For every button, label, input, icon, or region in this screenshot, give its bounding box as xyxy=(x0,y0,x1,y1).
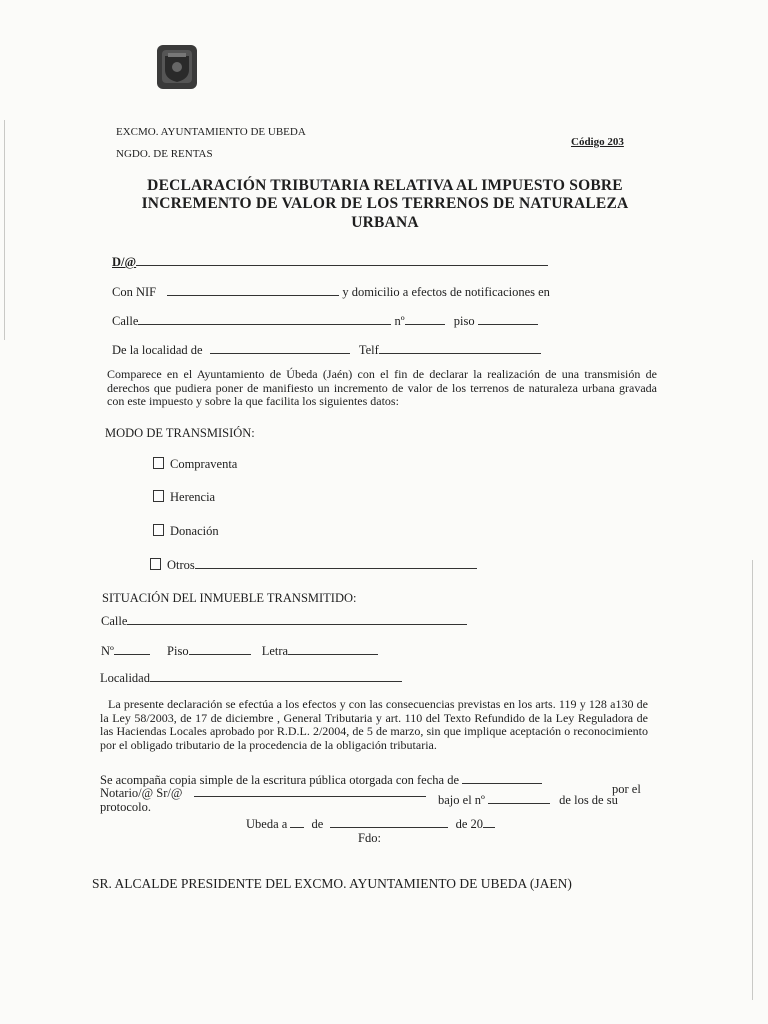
deed-line-2 xyxy=(100,785,426,801)
compraventa-checkbox[interactable] xyxy=(153,457,164,469)
property-floor-label: Piso xyxy=(167,644,189,658)
option-compraventa[interactable] xyxy=(153,457,237,472)
org-line-1: EXCMO. AYUNTAMIENTO DE UBEDA xyxy=(116,126,306,138)
day-field[interactable] xyxy=(290,816,304,828)
addressee: SR. ALCALDE PRESIDENTE DEL EXCMO. AYUNTAMIENTO DE UBEDA (JAEN) xyxy=(92,876,572,891)
name-field[interactable] xyxy=(136,254,548,266)
donacion-checkbox[interactable] xyxy=(153,524,164,536)
deed-line-2b xyxy=(438,792,618,808)
nif-row xyxy=(112,284,550,300)
floor-label: piso xyxy=(453,314,475,328)
phone-field[interactable] xyxy=(379,342,541,354)
signature-label: Fdo: xyxy=(358,831,381,845)
scan-edge-left xyxy=(4,120,5,340)
otros-label: Otros xyxy=(167,558,195,572)
herencia-label: Herencia xyxy=(170,490,216,504)
form-code: Código 203 xyxy=(571,136,624,148)
deed-text-6: protocolo. xyxy=(100,800,152,814)
place-label: Ubeda a xyxy=(246,817,288,831)
number-label: nº xyxy=(394,314,405,328)
applicant-name-row xyxy=(112,254,548,270)
transmission-heading: MODO DE TRANSMISIÓN: xyxy=(105,426,255,440)
property-street-row xyxy=(101,613,467,629)
locality-label: De la localidad de xyxy=(112,343,203,357)
intro-paragraph: Comparece en el Ayuntamiento de Úbeda (Jaén) con el fin de declarar la realización de una transmisión de derechos que pudiera poner de manifiesto un incremento de valor de los terrenos de naturaleza urbana gravada con este impuesto y sobre la que facilita los siguientes datos: xyxy=(107,367,657,408)
option-herencia[interactable] xyxy=(153,490,215,505)
locality-field[interactable] xyxy=(210,342,350,354)
coat-of-arms-icon xyxy=(155,44,199,90)
year-field[interactable] xyxy=(483,816,495,828)
name-label: D/@ xyxy=(112,255,137,269)
signature-row xyxy=(246,816,495,832)
herencia-checkbox[interactable] xyxy=(153,490,164,502)
deed-text-3: Notario/@ Sr/@ xyxy=(100,786,183,800)
otros-field[interactable] xyxy=(195,557,477,569)
protocol-number-field[interactable] xyxy=(488,792,550,804)
deed-text-4: bajo el nº xyxy=(438,793,485,807)
property-letter-field[interactable] xyxy=(288,643,378,655)
property-letter-label: Letra xyxy=(261,644,289,658)
locality-row xyxy=(112,342,541,358)
number-field[interactable] xyxy=(405,313,445,325)
street-label: Calle xyxy=(112,314,139,328)
phone-label: Telf xyxy=(358,343,379,357)
property-number-field[interactable] xyxy=(114,643,150,655)
form-title-line-2: INCREMENTO DE VALOR DE LOS TERRENOS DE NATURALEZA xyxy=(141,195,629,212)
street-row xyxy=(112,313,538,329)
month-label: de xyxy=(311,817,324,831)
option-donacion[interactable] xyxy=(153,524,219,539)
month-field[interactable] xyxy=(330,816,448,828)
deed-text-5: de los de su xyxy=(559,793,618,807)
year-label: de 20 xyxy=(455,817,484,831)
property-locality-field[interactable] xyxy=(150,670,402,682)
property-locality-label: Localidad xyxy=(100,671,150,685)
property-number-row xyxy=(101,643,378,659)
notary-field[interactable] xyxy=(194,785,426,797)
domicilio-label: y domicilio a efectos de notificaciones en xyxy=(342,285,550,299)
option-otros[interactable] xyxy=(150,557,477,573)
scan-edge-right xyxy=(752,560,753,1000)
property-locality-row xyxy=(100,670,402,686)
nif-field[interactable] xyxy=(167,284,339,296)
form-title-line-1: DECLARACIÓN TRIBUTARIA RELATIVA AL IMPUESTO SOBRE xyxy=(147,177,623,194)
property-floor-field[interactable] xyxy=(189,643,251,655)
street-field[interactable] xyxy=(138,313,391,325)
property-street-field[interactable] xyxy=(127,613,467,625)
nif-label: Con NIF xyxy=(112,285,157,299)
org-line-2: NGDO. DE RENTAS xyxy=(116,148,213,160)
property-heading: SITUACIÓN DEL INMUEBLE TRANSMITIDO: xyxy=(102,591,357,605)
otros-checkbox[interactable] xyxy=(150,558,161,570)
floor-field[interactable] xyxy=(478,313,538,325)
deed-text-1: Se acompaña copia simple de la escritura pública otorgada con fecha de xyxy=(100,773,459,787)
compraventa-label: Compraventa xyxy=(170,457,238,471)
legal-paragraph: La presente declaración se efectúa a los efectos y con las consecuencias previstas en los arts. 119 y 128 a130 de la Ley 58/2003, de 17 de diciembre , General Tributaria y art. 110 del Texto Refundido de la Ley Reguladora de las Haciendas Locales aprobado por R.D.L. 2/2004, de 5 de marzo, sin que implique aceptación o reconocimiento por el obligado tributario de la procedencia de la obligación tributaria. xyxy=(100,697,648,752)
property-street-label: Calle xyxy=(101,614,128,628)
property-number-label: Nº xyxy=(101,644,114,658)
donacion-label: Donación xyxy=(170,524,219,538)
form-title-line-3: URBANA xyxy=(351,214,419,231)
deed-text-2: por el xyxy=(612,782,641,796)
deed-date-field[interactable] xyxy=(462,772,542,784)
